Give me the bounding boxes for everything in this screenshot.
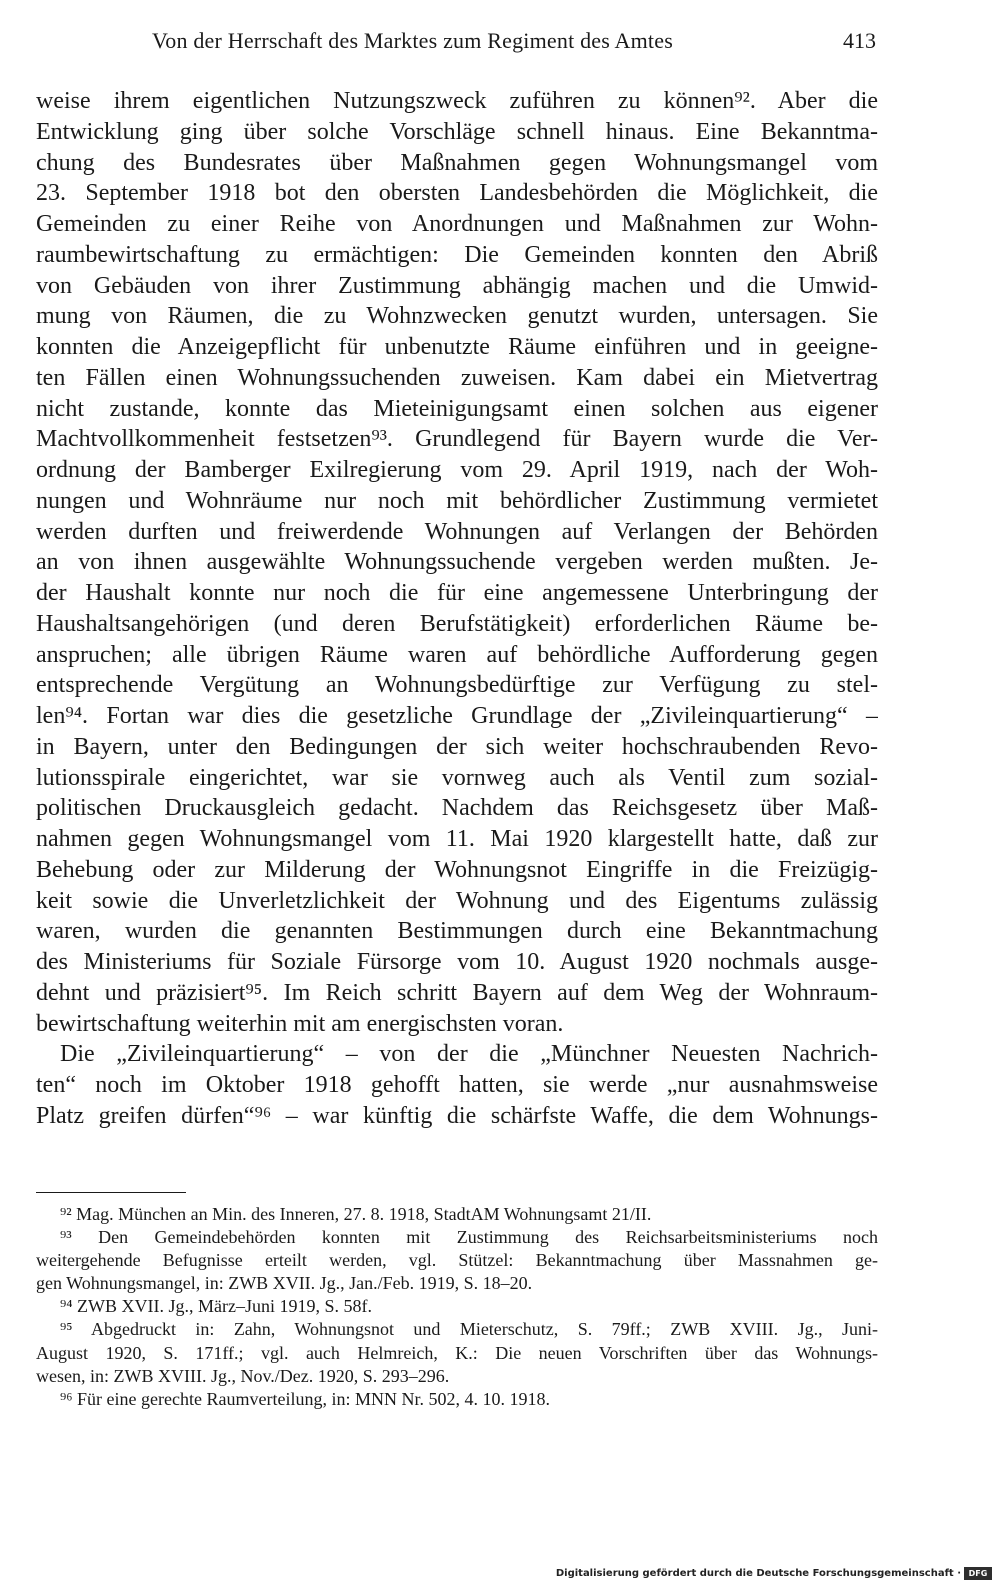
text-line: anspruchen; alle übrigen Räume waren auf behördliche Aufforderung gegen — [36, 641, 878, 668]
page-number: 413 — [843, 28, 876, 53]
text-line: weise ihrem eigentlichen Nutzungszweck zuführen zu können⁹². Aber die — [36, 88, 878, 114]
digitization-credit — [556, 1566, 992, 1580]
text-line: keit sowie die Unverletzlichkeit der Wohnung und des Eigentums zulässig — [36, 887, 878, 914]
text-line: ordnung der Bamberger Exilregierung vom 29. April 1919, nach der Woh- — [36, 457, 878, 483]
text-line: Gemeinden zu einer Reihe von Anordnungen und Maßnahmen zur Wohn- — [36, 211, 878, 237]
text-line: lutionsspirale eingerichtet, war sie vornweg auch als Ventil zum sozial- — [36, 764, 878, 791]
text-line: Behebung oder zur Milderung der Wohnungsnot Eingriffe in die Freizügig- — [36, 856, 878, 883]
footnotes — [36, 1203, 878, 1411]
text-line: des Ministeriums für Soziale Fürsorge vom 10. August 1920 nochmals ausge- — [36, 949, 878, 975]
text-line: chung des Bundesrates über Maßnahmen gegen Wohnungsmangel vom — [36, 149, 878, 176]
text-line: waren, wurden die genannten Bestimmungen durch eine Bekanntmachung — [36, 918, 878, 945]
text-line: raumbewirtschaftung zu ermächtigen: Die Gemeinden konnten den Abriß — [36, 241, 878, 268]
text-line: 23. September 1918 bot den obersten Landesbehörden die Möglichkeit, die — [36, 180, 878, 207]
footnote-line: ⁹³ Den Gemeindebehörden konnten mit Zustimmung des Reichsarbeitsministeriums noch — [60, 1227, 878, 1248]
text-line: in Bayern, unter den Bedingungen der sich weiter hochschraubenden Revo- — [36, 733, 878, 760]
text-line: nahmen gegen Wohnungsmangel vom 11. Mai 1920 klargestellt hatte, daß zur — [36, 826, 878, 852]
text-line: Entwicklung ging über solche Vorschläge schnell hinaus. Eine Bekanntma- — [36, 118, 878, 145]
text-line: dehnt und präzisiert⁹⁵. Im Reich schritt Bayern auf dem Weg der Wohnraum- — [36, 979, 878, 1006]
text-line: Platz greifen dürfen“⁹⁶ – war künftig die schärfste Waffe, die dem Wohnungs- — [36, 1102, 878, 1129]
text-line: Machtvollkommenheit festsetzen⁹³. Grundlegend für Bayern wurde die Ver- — [36, 426, 878, 453]
credit-text: Digitalisierung gefördert durch die Deutsche Forschungsgemeinschaft · — [555, 1567, 961, 1579]
footnote-line: ⁹⁵ Abgedruckt in: Zahn, Wohnungsnot und Mieterschutz, S. 79ff.; ZWB XVIII. Jg., Juni- — [60, 1319, 878, 1340]
dfg-logo-icon: DFG — [964, 1567, 992, 1580]
text-line: ten Fällen einen Wohnungssuchenden zuweisen. Kam dabei ein Mietvertrag — [36, 364, 878, 391]
text-line: Haushaltsangehörigen (und deren Berufstätigkeit) erforderlichen Räume be- — [36, 610, 878, 637]
footnote-divider — [36, 1192, 186, 1193]
text-line: len⁹⁴. Fortan war dies die gesetzliche Grundlage der „Zivileinquartierung“ – — [36, 703, 878, 729]
text-line: Die „Zivileinquartierung“ – von der die „Münchner Neuesten Nachrich- — [60, 1041, 878, 1068]
text-line: ten“ noch im Oktober 1918 gehofft hatten, sie werde „nur ausnahmsweise — [36, 1072, 878, 1098]
text-line: nungen und Wohnräume nur noch mit behördlicher Zustimmung vermietet — [36, 487, 878, 514]
text-line: nicht zustande, konnte das Mieteinigungsamt einen solchen aus eigener — [36, 395, 878, 422]
text-line: der Haushalt konnte nur noch die für eine angemessene Unterbringung der — [36, 580, 878, 606]
footnote-line: ⁹² Mag. München an Min. des Inneren, 27. 8. 1918, StadtAM Wohnungsamt 21/II. — [60, 1204, 652, 1224]
text-line: politischen Druckausgleich gedacht. Nachdem das Reichsgesetz über Maß- — [36, 795, 878, 822]
text-line: konnten die Anzeigepflicht für unbenutzte Räume einführen und in geeigne- — [36, 334, 878, 360]
running-head — [152, 28, 876, 62]
text-line: mung von Räumen, die zu Wohnzwecken genutzt wurden, untersagen. Sie — [36, 303, 878, 330]
footnote-line: August 1920, S. 171ff.; vgl. auch Helmreich, K.: Die neuen Vorschriften über das Wohnungs- — [36, 1342, 878, 1363]
text-line: an von ihnen ausgewählte Wohnungssuchende vergeben werden mußten. Je- — [36, 549, 878, 576]
text-line: werden durften und freiwerdende Wohnungen auf Verlangen der Behörden — [36, 518, 878, 545]
footnote-line: wesen, in: ZWB XVIII. Jg., Nov./Dez. 1920, S. 293–296. — [36, 1365, 450, 1386]
footnote-line: gen Wohnungsmangel, in: ZWB XVII. Jg., Jan./Feb. 1919, S. 18–20. — [36, 1273, 533, 1294]
footnote-line: ⁹⁴ ZWB XVII. Jg., März–Juni 1919, S. 58f. — [60, 1296, 373, 1317]
footnote-line: weitergehende Befugnisse erteilt werden, vgl. Stützel: Bekanntmachung über Massnahmen ge- — [36, 1250, 878, 1271]
text-line: bewirtschaftung weiterhin mit am energischsten voran. — [36, 1010, 564, 1037]
running-title: Von der Herrschaft des Marktes zum Regiment des Amtes — [152, 28, 673, 53]
text-line: von Gebäuden von ihrer Zustimmung abhängig machen und die Umwid- — [36, 272, 878, 299]
body-text — [36, 86, 878, 1132]
footnote-line: ⁹⁶ Für eine gerechte Raumverteilung, in: MNN Nr. 502, 4. 10. 1918. — [60, 1388, 550, 1409]
text-line: entsprechende Vergütung an Wohnungsbedürftige zur Verfügung zu stel- — [36, 672, 878, 699]
